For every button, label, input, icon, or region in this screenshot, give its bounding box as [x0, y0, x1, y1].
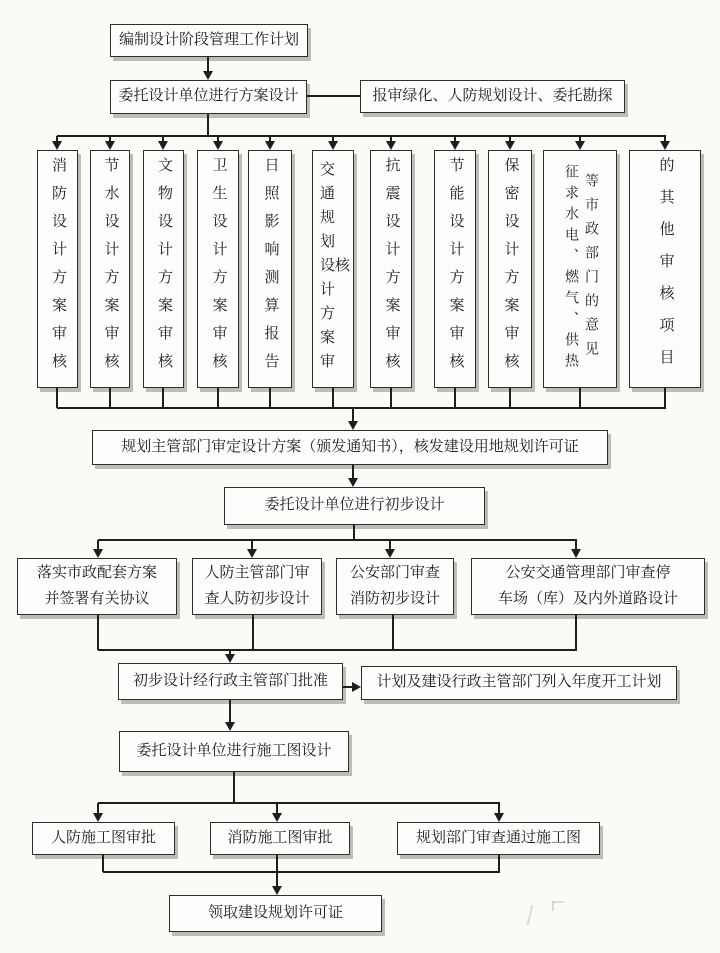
- node-review-municipal-second-label: 等市政部门的意见: [583, 173, 598, 365]
- node-prelim-fire-review-line2: 消防初步设计: [349, 590, 440, 607]
- watermark-stroke: [527, 905, 534, 925]
- connector-line: [98, 539, 577, 541]
- node-working-civil-defense-approval: [32, 822, 175, 855]
- arrow-down-icon: [247, 549, 257, 558]
- node-review-seismic: [370, 150, 412, 388]
- connector-line: [575, 615, 577, 650]
- connector-line: [98, 649, 577, 651]
- node-review-confidentiality-label: 保密设计方案审核: [502, 157, 519, 381]
- connector-line: [252, 615, 254, 650]
- arrow-down-icon: [348, 421, 358, 430]
- node-final-permit-label: 领取建设规划许可证: [207, 904, 343, 921]
- connector-line: [454, 388, 456, 408]
- node-prelim-traffic-review: [471, 558, 705, 615]
- connector-line: [98, 802, 500, 804]
- arrow-down-icon: [93, 813, 103, 822]
- connector-line: [353, 525, 355, 540]
- node-review-water-saving-label: 节水设计方案审核: [102, 157, 119, 381]
- arrow-down-icon: [213, 141, 223, 150]
- arrow-down-icon: [52, 141, 62, 150]
- node-plan: [110, 24, 308, 57]
- node-scheme-approval-label: 规划主管部门审定设计方案（颁发通知书），核发建设用地规划许可证: [121, 438, 579, 455]
- connector-line: [276, 855, 278, 872]
- connector-line: [56, 388, 58, 408]
- node-review-water-saving: [90, 150, 130, 388]
- connector-line: [352, 408, 354, 422]
- connector-line: [307, 95, 360, 97]
- connector-line: [57, 407, 666, 409]
- node-review-sunlight-label: 日照影响测算报告: [262, 157, 279, 381]
- node-prelim-municipal-agreement: [17, 558, 177, 615]
- node-working-planning-approval-label: 规划部门审查通过施工图: [415, 829, 581, 846]
- connector-line: [207, 57, 209, 72]
- node-working-drawing-design: [119, 731, 349, 772]
- node-review-sunlight: [248, 150, 292, 388]
- node-working-drawing-design-label: 委托设计单位进行施工图设计: [136, 742, 332, 759]
- connector-line: [207, 114, 209, 136]
- arrow-down-icon: [505, 141, 515, 150]
- connector-line: [276, 872, 278, 887]
- arrow-down-icon: [272, 886, 282, 895]
- node-prelim-traffic-review-line1: 公安交通管理部门审查停: [505, 565, 671, 581]
- connector-line: [269, 388, 271, 408]
- connector-line: [498, 855, 500, 872]
- connector-line: [97, 615, 99, 650]
- arrow-down-icon: [93, 549, 103, 558]
- node-prelim-approval: [118, 663, 343, 700]
- node-working-planning-approval: [397, 822, 600, 855]
- arrow-down-icon: [494, 813, 504, 822]
- node-review-sanitation-label: 卫生设计方案审核: [210, 157, 227, 381]
- connector-line: [229, 700, 231, 724]
- connector-line: [390, 388, 392, 408]
- node-prelim-civil-defense-review: [192, 558, 322, 615]
- node-scheme-approval: [92, 430, 608, 465]
- connector-line: [352, 465, 354, 479]
- connector-line: [57, 135, 666, 137]
- node-review-energy-saving: [434, 150, 476, 388]
- node-scheme-side-report: [360, 80, 625, 113]
- connector-line: [217, 388, 219, 408]
- node-review-traffic: [312, 150, 354, 388]
- node-prelim-civil-defense-review-line1: 人防主管部门审: [204, 565, 310, 581]
- node-prelim-approval-label: 初步设计经行政主管部门批准: [132, 672, 328, 689]
- node-review-seismic-label: 抗震设计方案审核: [383, 157, 400, 381]
- connector-line: [109, 388, 111, 408]
- node-prelim-fire-review: [336, 558, 454, 615]
- arrow-right-icon: [352, 682, 361, 692]
- node-prelim-municipal-agreement-line2: 并签署有关协议: [44, 590, 150, 607]
- connector-line: [102, 855, 104, 872]
- arrow-down-icon: [272, 813, 282, 822]
- connector-line: [392, 615, 394, 650]
- arrow-down-icon: [225, 654, 235, 663]
- node-scheme-side-report-label: 报审绿化、人防规划设计、委托勘探: [372, 87, 613, 104]
- node-review-traffic-label: 交通规划设计方案审核: [318, 161, 349, 377]
- arrow-down-icon: [660, 141, 670, 150]
- arrow-down-icon: [450, 141, 460, 150]
- connector-line: [233, 772, 235, 803]
- node-working-civil-defense-approval-label: 人防施工图审批: [50, 829, 156, 846]
- node-preliminary-design: [224, 487, 485, 525]
- arrow-down-icon: [225, 722, 235, 731]
- connector-line: [103, 871, 500, 873]
- connector-line: [579, 388, 581, 408]
- node-prelim-fire-review-line1: 公安部门审查: [349, 565, 440, 581]
- node-review-municipal-first-label: 征求水电、燃气、供热: [563, 164, 578, 374]
- node-working-fire-approval-label: 消防施工图审批: [227, 829, 333, 846]
- arrow-down-icon: [105, 141, 115, 150]
- arrow-down-icon: [328, 141, 338, 150]
- node-review-other-items: [629, 150, 701, 388]
- node-annual-plan-side-label: 计划及建设行政主管部门列入年度开工计划: [376, 674, 662, 691]
- node-prelim-municipal-agreement-line1: 落实市政配套方案: [36, 565, 157, 581]
- node-scheme-design: [110, 80, 307, 114]
- watermark-stroke: [552, 901, 554, 911]
- node-review-other-items-label: 的其他审核项目: [657, 157, 674, 381]
- node-final-permit: [169, 895, 382, 932]
- arrow-down-icon: [158, 141, 168, 150]
- node-scheme-design-label: 委托设计单位进行方案设计: [118, 88, 299, 105]
- node-review-fire: [37, 150, 78, 388]
- connector-line: [332, 388, 334, 408]
- arrow-down-icon: [265, 141, 275, 150]
- node-review-fire-label: 消防设计方案审核: [50, 157, 66, 381]
- node-review-confidentiality: [488, 150, 532, 388]
- arrow-down-icon: [385, 549, 395, 558]
- arrow-down-icon: [386, 141, 396, 150]
- node-review-sanitation: [197, 150, 239, 388]
- arrow-down-icon: [203, 71, 213, 80]
- node-prelim-civil-defense-review-line2: 查人防初步设计: [204, 590, 310, 607]
- arrow-down-icon: [575, 141, 585, 150]
- arrow-down-icon: [348, 478, 358, 487]
- node-annual-plan-side: [361, 666, 677, 700]
- node-review-municipal-opinions: [543, 150, 617, 388]
- node-review-cultural-relics: [143, 150, 184, 388]
- node-prelim-traffic-review-line2: 车场（库）及内外道路设计: [497, 590, 678, 607]
- connector-line: [509, 388, 511, 408]
- node-working-fire-approval: [210, 822, 350, 855]
- node-plan-label: 编制设计阶段管理工作计划: [118, 31, 299, 48]
- node-preliminary-design-label: 委托设计单位进行初步设计: [264, 497, 445, 514]
- node-review-energy-saving-label: 节能设计方案审核: [447, 157, 464, 381]
- connector-line: [664, 388, 666, 408]
- arrow-down-icon: [571, 549, 581, 558]
- node-review-cultural-relics-label: 文物设计方案审核: [156, 157, 172, 381]
- connector-line: [162, 388, 164, 408]
